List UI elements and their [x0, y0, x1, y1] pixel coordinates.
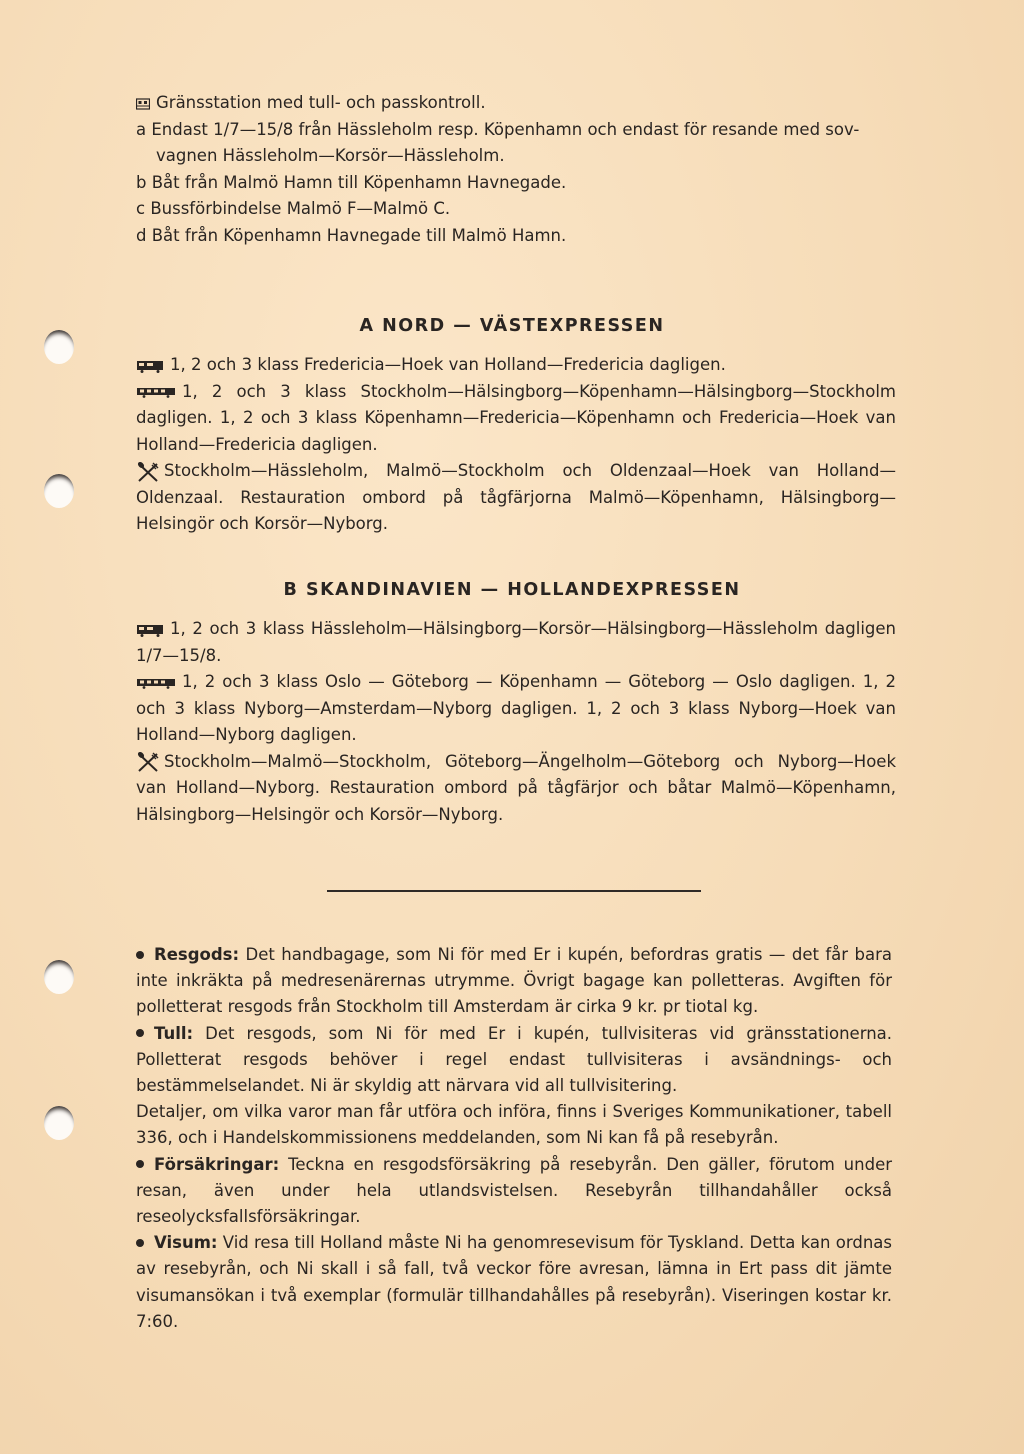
legend [136, 90, 896, 249]
note-visum [136, 1230, 892, 1335]
section-a-sleeper [136, 352, 896, 379]
section-b-dining [136, 749, 896, 829]
legend-border-text: Gränsstation med tull- och passkontroll. [156, 93, 486, 112]
legend-border [136, 90, 896, 117]
section-b-coach-text: 1, 2 och 3 klass Oslo — Göteborg — Köpenhamn — Göteborg — Oslo dagligen. 1, 2 och 3 klass Nyborg—Amsterdam—Nyborg dagligen. 1, 2 och 3 klass Nyborg—Hoek van Holland—Nyborg dagligen. [136, 672, 896, 744]
section-a-title: A NORD — VÄSTEXPRESSEN [359, 316, 665, 336]
legend-a-line1: a Endast 1/7—15/8 från Hässleholm resp. Köpenhamn och endast för resande med sov- [136, 119, 860, 139]
section-b-sleeper-text: 1, 2 och 3 klass Hässleholm—Hälsingborg—Korsör—Hälsingborg—Hässleholm dagligen 1/7—15/8. [136, 619, 896, 665]
note-resgods-text: Det handbagage, som Ni för med Er i kupén, befordras gratis — det får bara inte inkräkta på medresenärernas utrymme. Övrigt bagage kan polletteras. Avgiften för polletterat resgods från Stockholm till Amsterdam är cirka 9 kr. pr tiotal kg. [136, 945, 892, 1017]
restaurant-icon [136, 461, 160, 483]
legend-a-line2: vagnen Hässleholm—Korsör—Hässleholm. [156, 146, 505, 165]
note-visum-term: Visum: [154, 1233, 218, 1253]
note-forsakring-text: Teckna en resgodsförsäkring på resebyrån. Den gäller, förutom under resan, även under hela utlandsvistelsen. Resebyrån tillhandahåller också reseolycksfallsförsäkringar. [136, 1154, 893, 1227]
sleeping-car-icon [136, 359, 164, 373]
bullet-icon [136, 1029, 144, 1037]
bullet-icon [136, 1239, 144, 1247]
note-tull-detail: Detaljer, om vilka varor man får utföra och införa, finns i Sveriges Kommunikationer, tabell 336, och i Handelskommissionens meddelanden, som Ni kan få på resebyrån. [136, 1102, 892, 1148]
section-b-coach [136, 669, 896, 749]
section-a-dining [136, 458, 896, 538]
section-a-sleeper-text: 1, 2 och 3 klass Fredericia—Hoek van Holland—Fredericia dagligen. [170, 355, 726, 374]
punch-hole [44, 474, 74, 508]
note-tull [136, 1021, 892, 1100]
section-a-coach [136, 379, 896, 459]
couchette-car-icon [136, 386, 176, 398]
section-b-title: B SKANDINAVIEN — HOLLANDEXPRESSEN [283, 580, 741, 600]
note-forsakring-term: Försäkringar: [154, 1154, 280, 1174]
section-b-sleeper [136, 616, 896, 669]
couchette-car-icon [136, 677, 176, 689]
punch-hole [44, 1106, 74, 1140]
note-forsakring [136, 1152, 892, 1231]
bullet-icon [136, 951, 144, 959]
bullet-icon [136, 1160, 144, 1168]
restaurant-icon [136, 751, 160, 773]
note-tull-text: Det resgods, som Ni för med Er i kupén, tullvisiteras vid gränsstationerna. Polletterat resgods behöver i regel endast tullvisiteras i avsändnings- och bestämmelselandet. Ni är skyldig att närvara vid all tullvisitering. [136, 1023, 893, 1096]
legend-d: d Båt från Köpenhamn Havnegade till Malmö Hamn. [136, 225, 567, 245]
legend-b: b Båt från Malmö Hamn till Köpenhamn Havnegade. [136, 172, 567, 192]
punch-hole [44, 960, 74, 994]
section-a-dining-text: Stockholm—Hässleholm, Malmö—Stockholm och Oldenzaal—Hoek van Holland—Oldenzaal. Restauration ombord på tågfärjorna Malmö—Köpenhamn, Hälsingborg—Helsingör och Korsör—Nyborg. [136, 461, 896, 533]
note-visum-text: Vid resa till Holland måste Ni ha genomresevisum för Tyskland. Detta kan ordnas av resebyrån, och Ni skall i så fall, två veckor före avresan, lämna in Ert pass dit jämte visumansökan i två exemplar (formulär tillhandahålles på resebyrån). Viseringen kostar kr. 7:60. [136, 1233, 892, 1331]
customs-station-icon [136, 98, 150, 110]
legend-c: c Bussförbindelse Malmö F—Malmö C. [136, 199, 451, 218]
section-a [136, 352, 896, 538]
section-b [136, 616, 896, 828]
sleeping-car-icon [136, 623, 164, 637]
note-tull-term: Tull: [154, 1023, 194, 1043]
section-b-dining-text: Stockholm—Malmö—Stockholm, Göteborg—Ängelholm—Göteborg och Nyborg—Hoek van Holland—Nyborg. Restauration ombord på tågfärjor och båtar Malmö—Köpenhamn, Hälsingborg—Helsingör och Korsör—Nyborg. [136, 751, 896, 824]
section-divider [327, 890, 701, 892]
section-a-coach-text: 1, 2 och 3 klass Stockholm—Hälsingborg—Köpenhamn—Hälsingborg—Stockholm dagligen. 1, 2 och 3 klass Köpenhamn—Fredericia—Köpenhamn och Fredericia—Hoek van Holland—Fredericia dagligen. [136, 381, 896, 454]
travel-notes [136, 942, 892, 1335]
note-resgods [136, 942, 892, 1021]
note-resgods-term: Resgods: [154, 945, 240, 964]
